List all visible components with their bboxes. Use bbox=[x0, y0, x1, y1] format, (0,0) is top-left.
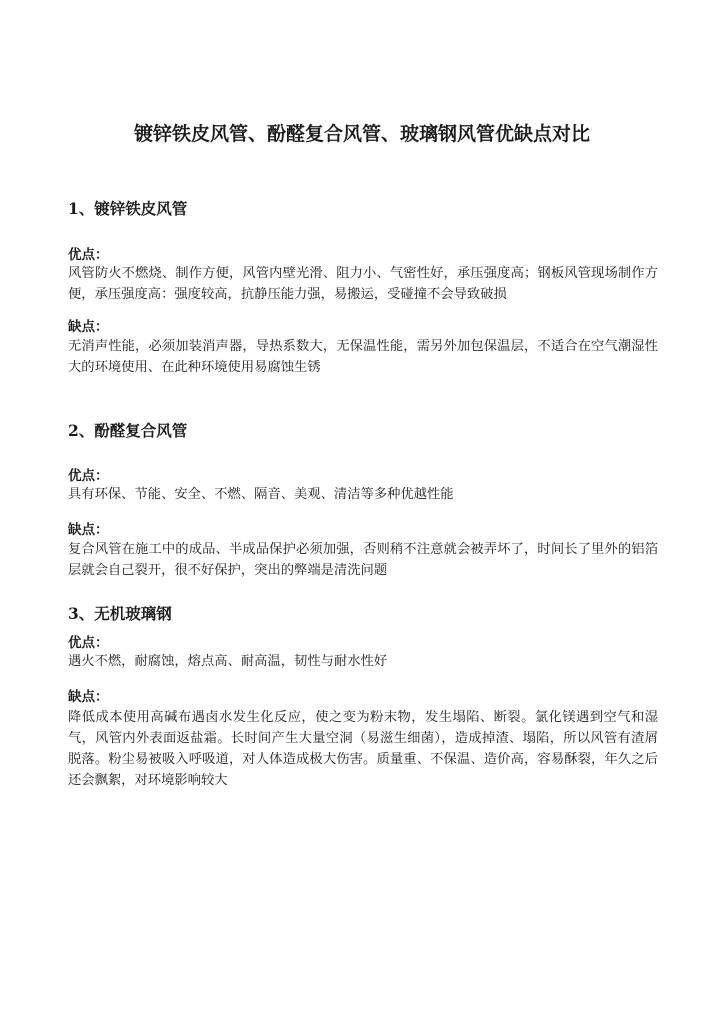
section-heading-fiberglass-duct: 3、无机玻璃钢 bbox=[68, 604, 172, 623]
section-heading-galvanized-duct: 1、镀锌铁皮风管 bbox=[68, 199, 188, 218]
pros-text: 风管防火不燃烧、制作方便，风管内壁光滑、阻力小、气密性好，承压强度高；钢板风管现场制作方便，承压强度高：强度较高，抗静压能力强，易搬运，受碰撞不会导致破损 bbox=[68, 266, 658, 302]
cons-text: 无消声性能，必须加装消声器，导热系数大，无保温性能，需另外加包保温层，不适合在空气潮湿性大的环境使用、在此种环境使用易腐蚀生锈 bbox=[68, 339, 658, 375]
pros-label: 优点： bbox=[68, 247, 109, 263]
cons-label: 缺点： bbox=[68, 319, 109, 335]
pros-text: 遇火不燃，耐腐蚀，熔点高、耐高温，韧性与耐水性好 bbox=[68, 654, 388, 669]
document-title: 镀锌铁皮风管、酚醛复合风管、玻璃钢风管优缺点对比 bbox=[133, 123, 590, 145]
cons-text: 降低成本使用高碱布遇卤水发生化反应，使之变为粉末物，发生塌陷、断裂。氯化镁遇到空气和湿气，风管内外表面返盐霜。长时间产生大量空洞（易滋生细菌），造成掉渣、塌陷，所以风管有渣屑脱落。粉尘易被吸入呼吸道，对人体造成极大伤害。质量重、不保温、造价高，容易酥裂，年久之后还会飘絮，对环境影响较大 bbox=[68, 710, 658, 788]
pros-text: 具有环保、节能、安全、不燃、隔音、美观、清洁等多种优越性能 bbox=[68, 487, 454, 502]
cons-label: 缺点： bbox=[68, 689, 109, 705]
cons-text: 复合风管在施工中的成品、半成品保护必须加强，否则稍不注意就会被弄坏了，时间长了里外的铝箔层就会自己裂开，很不好保护，突出的弊端是清洗问题 bbox=[68, 542, 658, 578]
pros-label: 优点： bbox=[68, 468, 109, 484]
cons-label: 缺点： bbox=[68, 522, 109, 538]
section-heading-phenolic-duct: 2、酚醛复合风管 bbox=[68, 421, 188, 440]
pros-label: 优点： bbox=[68, 635, 109, 651]
